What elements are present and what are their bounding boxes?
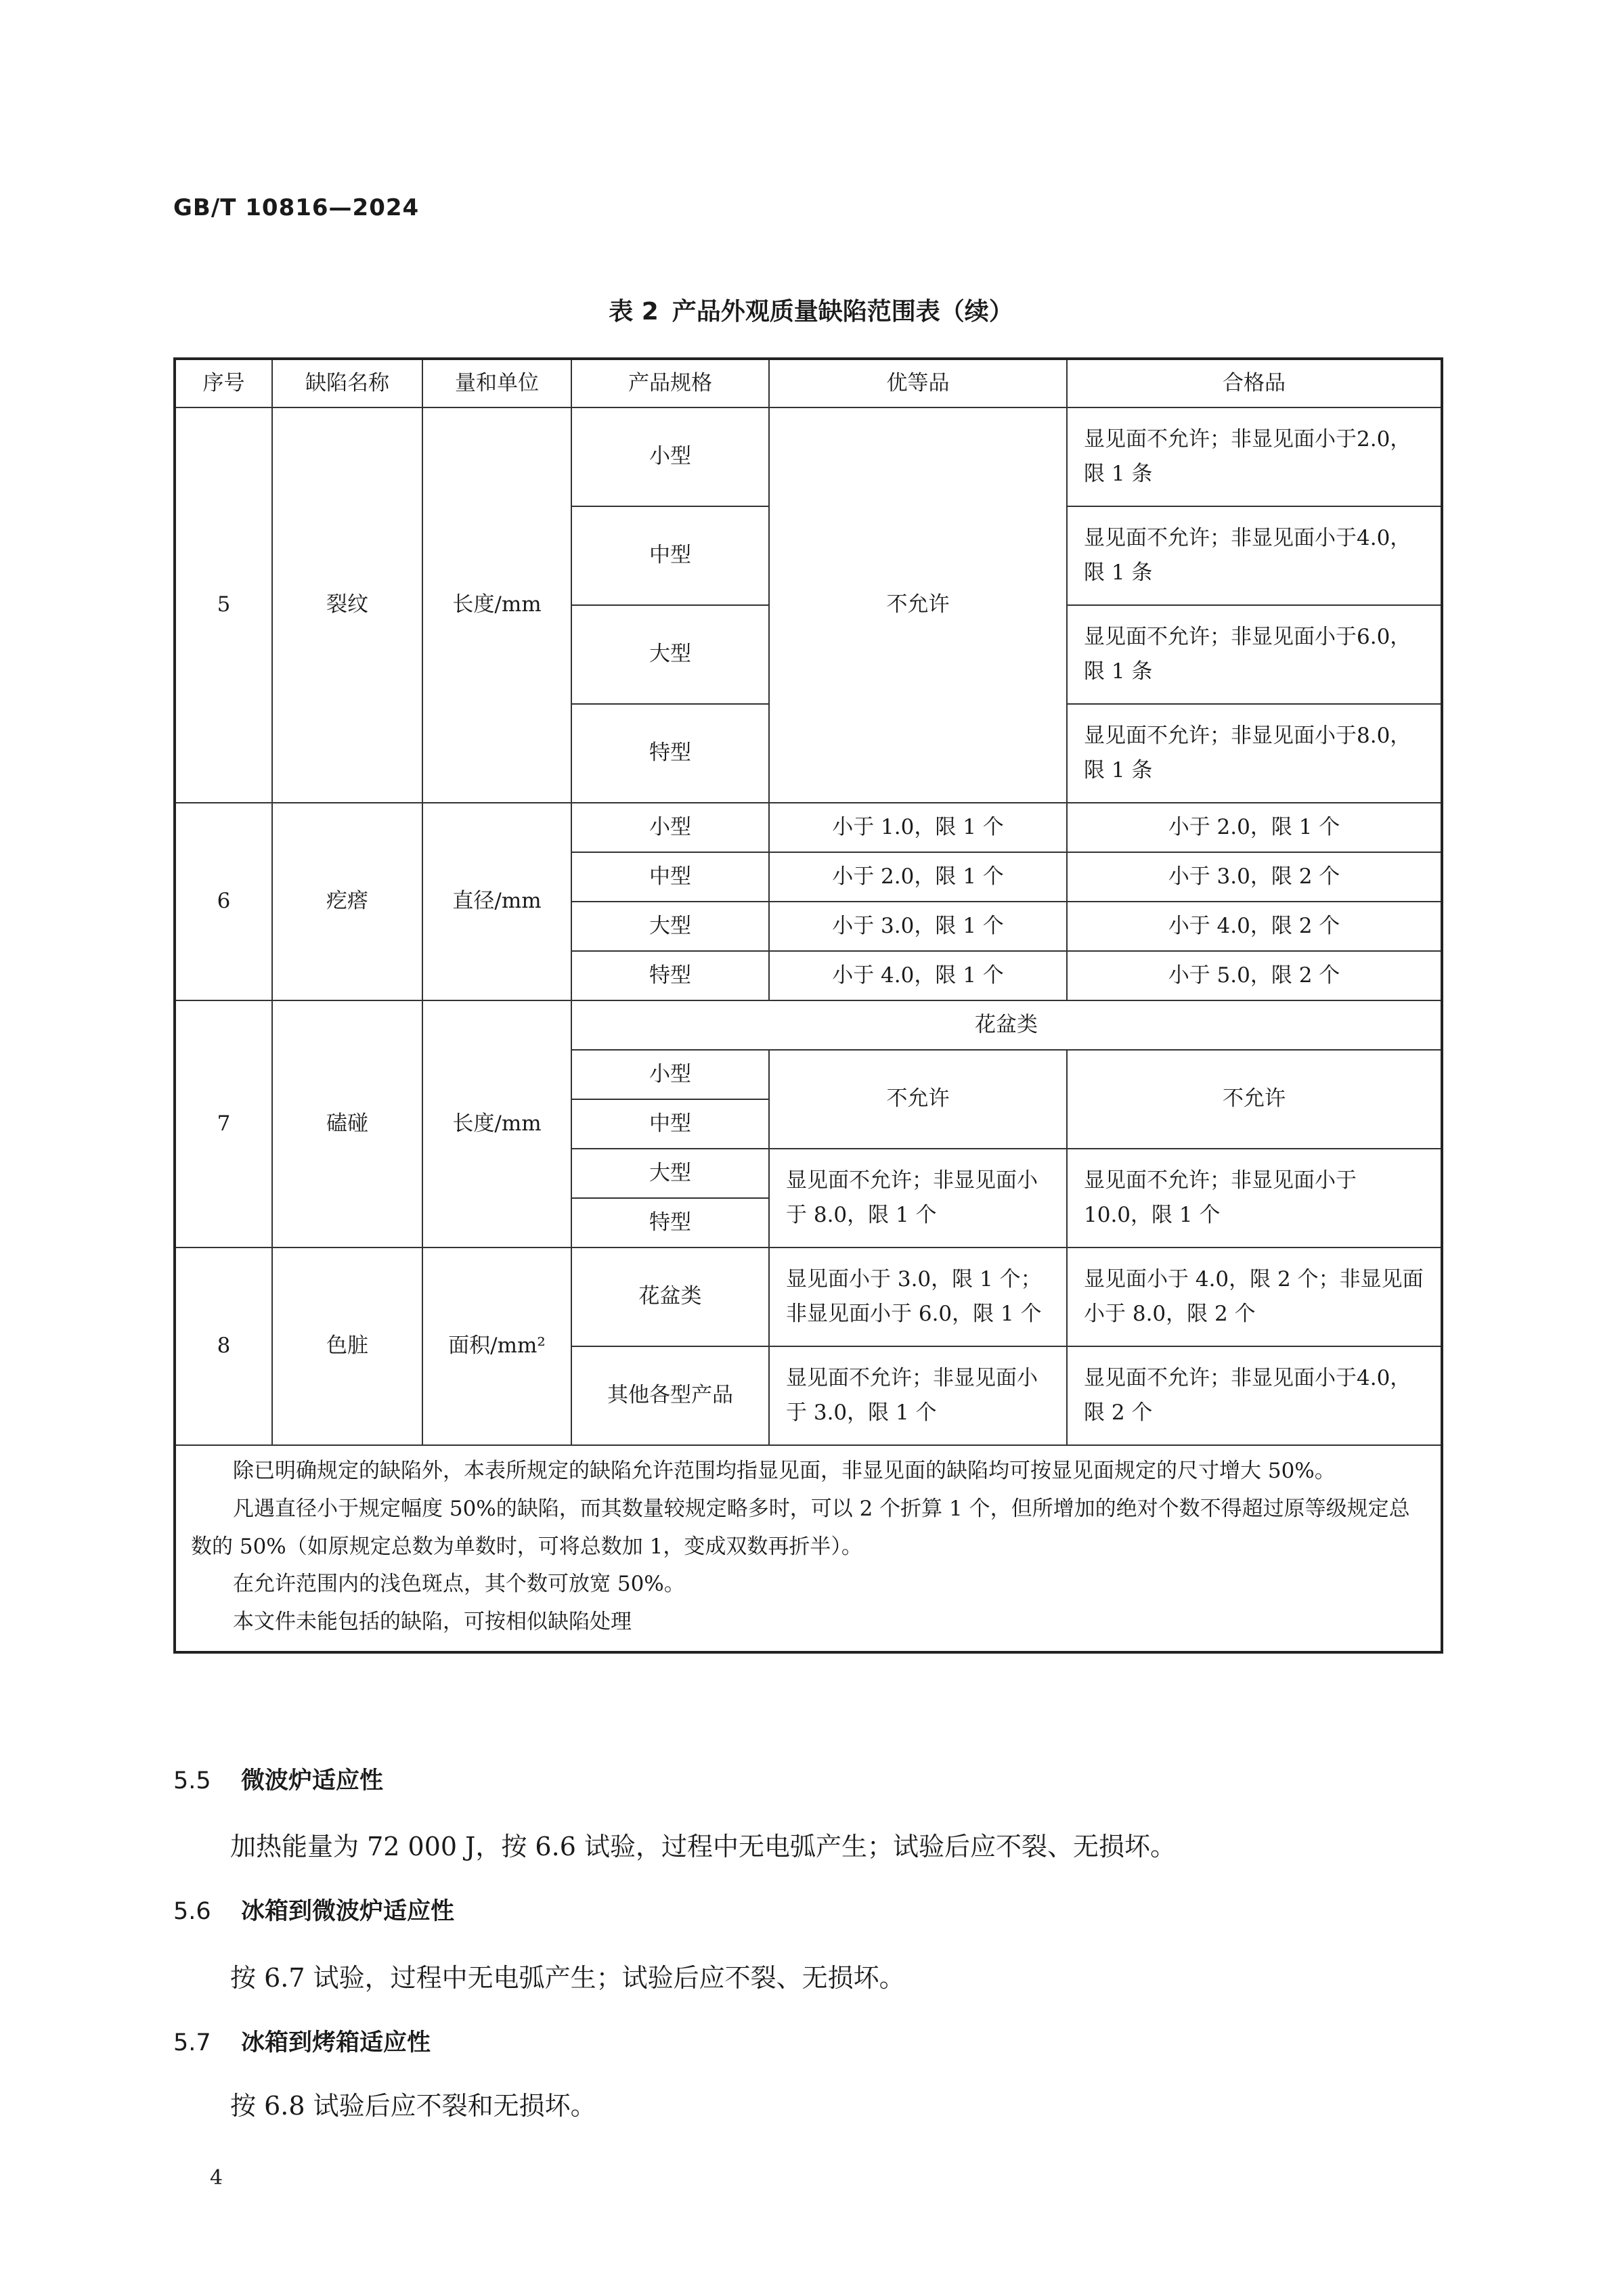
table-row xyxy=(175,407,1442,506)
cell-qualified: 显见面不允许；非显见面小于8.0，限 1 条 xyxy=(1067,704,1442,803)
section-body-5-6: 按 6.7 试验，过程中无电弧产生；试验后应不裂、无损坏。 xyxy=(230,1963,905,1993)
cell-premium: 显见面小于 3.0，限 1 个；非显见面小于 6.0，限 1 个 xyxy=(769,1248,1067,1346)
cell-spec: 大型 xyxy=(571,1149,769,1198)
table-notes xyxy=(175,1445,1442,1652)
section-heading-5-5 xyxy=(173,1762,383,1796)
defect-range-table xyxy=(173,357,1443,1654)
table-row xyxy=(175,1248,1442,1346)
cell-qualified: 显见面不允许；非显见面小于4.0，限 2 个 xyxy=(1067,1346,1442,1445)
section-number: 5.6 xyxy=(173,1898,211,1925)
header-qualified-grade: 合格品 xyxy=(1067,359,1442,407)
cell-no: 6 xyxy=(175,803,272,1000)
standard-code: GB/T 10816—2024 xyxy=(173,194,420,221)
cell-spec: 中型 xyxy=(571,852,769,902)
section-body-5-5: 加热能量为 72 000 J，按 6.6 试验，过程中无电弧产生；试验后应不裂、无损坏。 xyxy=(230,1832,1176,1861)
cell-premium: 小于 3.0，限 1 个 xyxy=(769,902,1067,951)
cell-premium: 不允许 xyxy=(769,407,1067,803)
cell-qualified: 显见面不允许；非显见面小于6.0，限 1 条 xyxy=(1067,605,1442,704)
cell-qualified: 不允许 xyxy=(1067,1050,1442,1149)
cell-premium: 不允许 xyxy=(769,1050,1067,1149)
header-defect-name: 缺陷名称 xyxy=(272,359,422,407)
table-notes-row xyxy=(175,1445,1442,1652)
section-title: 微波炉适应性 xyxy=(241,1767,384,1794)
table-note: 本文件未能包括的缺陷，可按相似缺陷处理 xyxy=(233,1610,632,1635)
cell-qualified: 小于 2.0，限 1 个 xyxy=(1067,803,1442,852)
section-heading-5-6 xyxy=(173,1893,454,1926)
cell-qualified: 显见面小于 4.0，限 2 个；非显见面小于 8.0，限 2 个 xyxy=(1067,1248,1442,1346)
table-note: 凡遇直径小于规定幅度 50%的缺陷，而其数量较规定略多时，可以 2 个折算 1 个，但所增加的绝对个数不得超过原等级规定总数的 50%（如原规定总数为单数时，可将总数加 1，变成双数再折半）。 xyxy=(191,1496,1410,1559)
cell-premium: 显见面不允许；非显见面小于 3.0，限 1 个 xyxy=(769,1346,1067,1445)
section-number: 5.5 xyxy=(173,1767,211,1794)
table-header-row xyxy=(175,359,1442,407)
header-quantity-unit: 量和单位 xyxy=(422,359,571,407)
cell-spec: 小型 xyxy=(571,1050,769,1099)
table-note: 在允许范围内的浅色斑点，其个数可放宽 50%。 xyxy=(233,1572,685,1597)
section-heading-5-7 xyxy=(173,2024,431,2058)
cell-spec: 大型 xyxy=(571,605,769,704)
cell-spec: 大型 xyxy=(571,902,769,951)
table-row xyxy=(175,803,1442,852)
cell-qualified: 显见面不允许；非显见面小于2.0，限 1 条 xyxy=(1067,407,1442,506)
cell-category: 花盆类 xyxy=(571,1000,1442,1050)
header-no: 序号 xyxy=(175,359,272,407)
cell-premium: 小于 1.0，限 1 个 xyxy=(769,803,1067,852)
cell-premium: 显见面不允许；非显见面小于 8.0，限 1 个 xyxy=(769,1149,1067,1248)
cell-defect-name: 裂纹 xyxy=(272,407,422,803)
cell-qualified: 显见面不允许；非显见面小于4.0，限 1 条 xyxy=(1067,506,1442,605)
cell-unit: 直径/mm xyxy=(422,803,571,1000)
cell-defect-name: 疙瘩 xyxy=(272,803,422,1000)
cell-spec: 小型 xyxy=(571,407,769,506)
cell-premium: 小于 2.0，限 1 个 xyxy=(769,852,1067,902)
cell-defect-name: 色脏 xyxy=(272,1248,422,1445)
cell-spec: 特型 xyxy=(571,1198,769,1248)
cell-spec: 特型 xyxy=(571,951,769,1000)
cell-unit: 长度/mm xyxy=(422,407,571,803)
cell-no: 8 xyxy=(175,1248,272,1445)
table-row xyxy=(175,1000,1442,1050)
table-caption-title: 产品外观质量缺陷范围表（续） xyxy=(672,298,1013,326)
section-body-5-7: 按 6.8 试验后应不裂和无损坏。 xyxy=(230,2091,596,2121)
table-caption-number: 表 2 xyxy=(609,298,659,326)
cell-spec: 中型 xyxy=(571,506,769,605)
section-number: 5.7 xyxy=(173,2029,211,2056)
cell-premium: 小于 4.0，限 1 个 xyxy=(769,951,1067,1000)
page-number: 4 xyxy=(210,2166,223,2190)
cell-qualified: 显见面不允许；非显见面小于10.0，限 1 个 xyxy=(1067,1149,1442,1248)
section-title: 冰箱到烤箱适应性 xyxy=(241,2029,431,2056)
cell-qualified: 小于 5.0，限 2 个 xyxy=(1067,951,1442,1000)
header-premium-grade: 优等品 xyxy=(769,359,1067,407)
cell-spec: 特型 xyxy=(571,704,769,803)
cell-no: 7 xyxy=(175,1000,272,1248)
cell-spec: 其他各型产品 xyxy=(571,1346,769,1445)
cell-spec: 小型 xyxy=(571,803,769,852)
cell-qualified: 小于 4.0，限 2 个 xyxy=(1067,902,1442,951)
cell-spec: 花盆类 xyxy=(571,1248,769,1346)
cell-spec: 中型 xyxy=(571,1099,769,1149)
cell-qualified: 小于 3.0，限 2 个 xyxy=(1067,852,1442,902)
cell-defect-name: 磕碰 xyxy=(272,1000,422,1248)
cell-unit: 长度/mm xyxy=(422,1000,571,1248)
cell-unit: 面积/mm² xyxy=(422,1248,571,1445)
section-title: 冰箱到微波炉适应性 xyxy=(241,1898,455,1925)
header-product-spec: 产品规格 xyxy=(571,359,769,407)
table-note: 除已明确规定的缺陷外，本表所规定的缺陷允许范围均指显见面，非显见面的缺陷均可按显见面规定的尺寸增大 50%。 xyxy=(233,1459,1336,1483)
cell-no: 5 xyxy=(175,407,272,803)
table-caption xyxy=(0,292,1622,327)
